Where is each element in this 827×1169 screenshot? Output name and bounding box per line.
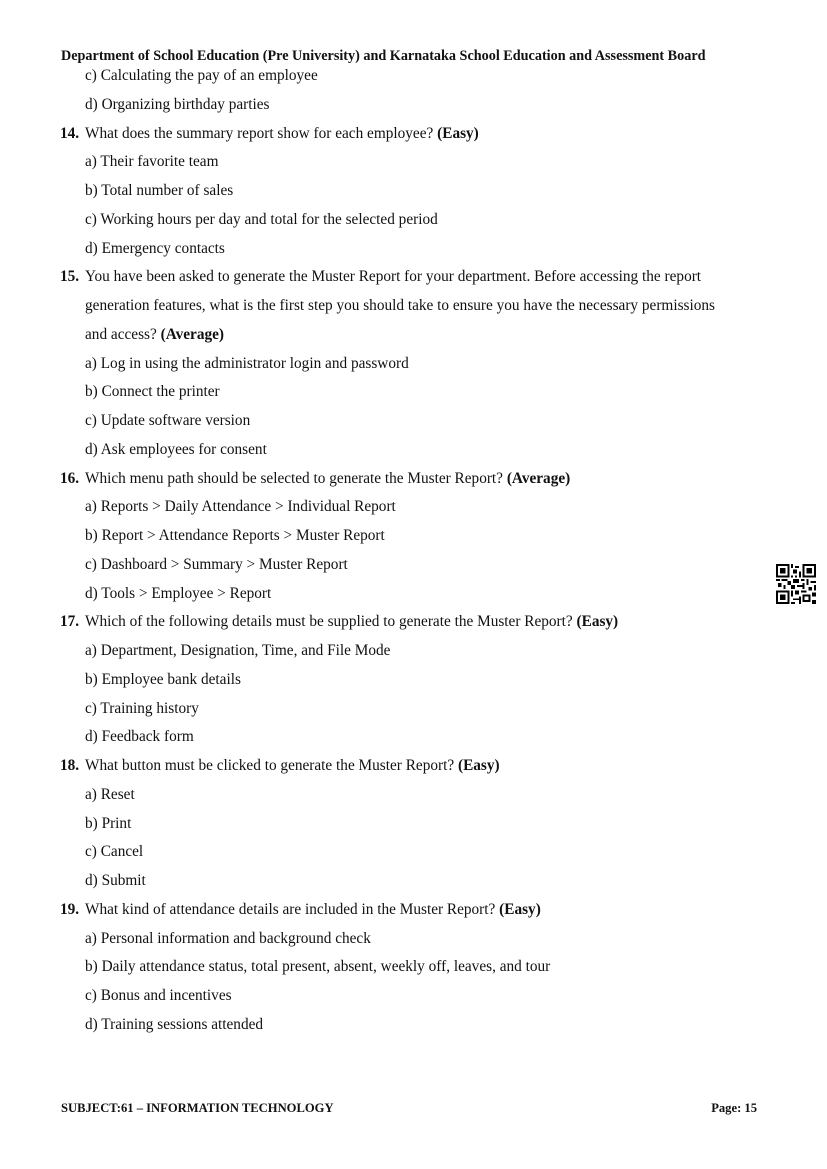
question-number: 19. [60, 900, 80, 918]
option-text: a) Department, Designation, Time, and File Mode [85, 642, 391, 659]
option-text: d) Tools > Employee > Report [85, 584, 272, 602]
question-number: 16. [60, 469, 80, 487]
option-text: b) Total number of sales [85, 182, 234, 199]
question-text [85, 900, 541, 920]
option-text: c) Training history [85, 699, 199, 717]
option-text: b) Employee bank details [85, 670, 241, 688]
question-text [85, 325, 224, 345]
option-text: c) Dashboard > Summary > Muster Report [85, 555, 348, 573]
option-text: b) Print [85, 814, 132, 832]
question-text [85, 756, 500, 776]
page-header: Department of School Education (Pre University) and Karnataka School Education and Assessment Board [61, 48, 706, 64]
difficulty-label: (Easy) [437, 124, 479, 142]
option-text: c) Calculating the pay of an employee [85, 67, 318, 84]
option-text: d) Feedback form [85, 728, 194, 746]
question-text-line: What does the summary report show for each employee? [85, 124, 434, 142]
question-text [85, 124, 479, 144]
option-text: c) Update software version [85, 412, 251, 429]
option-text: c) Bonus and incentives [85, 987, 232, 1004]
question-number: 14. [60, 124, 80, 142]
option-text: d) Training sessions attended [85, 1015, 264, 1033]
question-text-line: What button must be clicked to generate the Muster Report? [85, 757, 455, 774]
question-text-line: generation features, what is the first step you should take to ensure you have the necessary permissions [85, 297, 715, 314]
difficulty-label: (Easy) [499, 900, 541, 918]
footer-page-number: Page: 15 [711, 1101, 757, 1115]
option-text: d) Emergency contacts [85, 239, 225, 257]
question-number: 17. [60, 613, 80, 631]
question-text [85, 267, 701, 287]
option-text: b) Daily attendance status, total present, absent, weekly off, leaves, and tour [85, 958, 551, 976]
option-text: a) Personal information and background check [85, 929, 371, 947]
option-text: b) Report > Attendance Reports > Muster Report [85, 527, 385, 544]
question-number: 18. [60, 757, 80, 774]
question-text-line: Which menu path should be selected to generate the Muster Report? [85, 469, 503, 487]
question-text [85, 296, 715, 316]
question-text-line: Which of the following details must be supplied to generate the Muster Report? [85, 613, 573, 631]
qr-code-icon [776, 564, 816, 604]
option-text: a) Log in using the administrator login and password [85, 354, 409, 372]
question-text-line: and access? [85, 325, 157, 343]
option-text: d) Organizing birthday parties [85, 95, 270, 113]
question-number: 15. [60, 268, 80, 286]
option-text: c) Cancel [85, 843, 144, 861]
question-text [85, 612, 618, 632]
option-text: d) Submit [85, 872, 146, 889]
question-text-line: What kind of attendance details are included in the Muster Report? [85, 900, 496, 918]
option-text: b) Connect the printer [85, 383, 220, 401]
option-text: a) Reports > Daily Attendance > Individual Report [85, 498, 396, 516]
difficulty-label: (Average) [160, 325, 225, 343]
option-text: a) Reset [85, 785, 135, 803]
question-text-line: You have been asked to generate the Muster Report for your department. Before accessing the report [85, 268, 702, 286]
question-text [85, 469, 570, 489]
difficulty-label: (Easy) [457, 757, 500, 774]
difficulty-label: (Average) [506, 469, 571, 487]
difficulty-label: (Easy) [576, 613, 619, 631]
footer-subject: SUBJECT:61 – INFORMATION TECHNOLOGY [61, 1101, 334, 1115]
option-text: a) Their favorite team [85, 153, 219, 171]
option-text: d) Ask employees for consent [85, 440, 267, 458]
option-text: c) Working hours per day and total for the selected period [85, 210, 438, 228]
